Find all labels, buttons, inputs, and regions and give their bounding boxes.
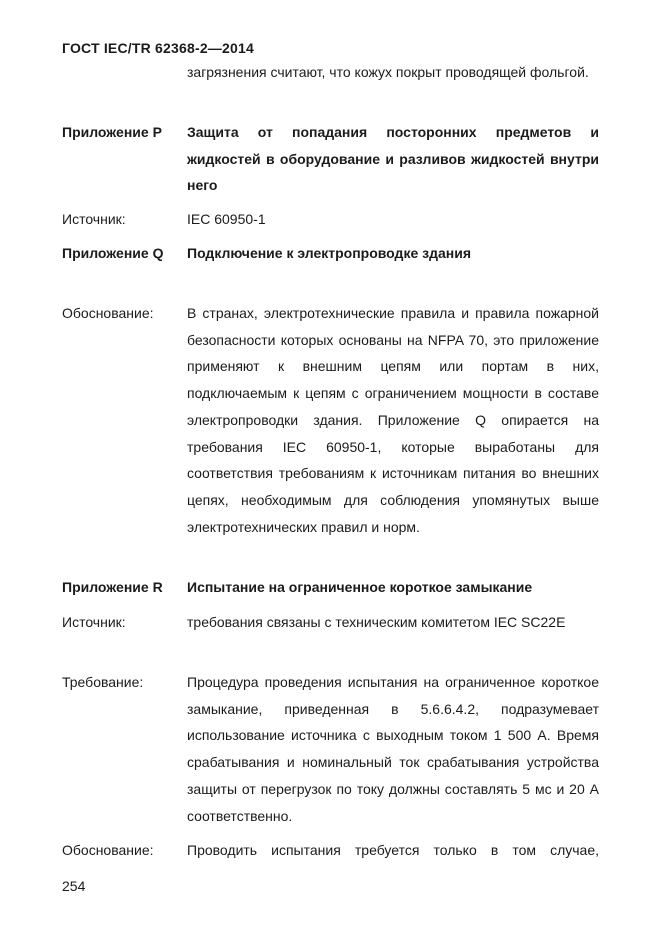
annex-q-label: Приложение Q [62,245,164,261]
requirement-r-label: Требование: [62,674,144,690]
page-number: 254 [62,878,86,894]
annex-p-title: Защита от попадания посторонних предметов и жидкостей в оборудование и разливов жидкостей внутри него [187,124,599,194]
annex-r-label: Приложение R [62,579,163,595]
annex-q-title: Подключение к электропроводке здания [187,245,471,261]
rationale-r-label: Обоснование: [62,842,154,858]
continuation-text: загрязнения считают, что кожух покрыт проводящей фольгой. [187,64,589,80]
source-p-label: Источник: [62,211,126,227]
annex-r-title: Испытание на ограниченное короткое замыкание [187,579,533,595]
rationale-r-text: Проводить испытания требуется только в том случае, [187,842,599,858]
annex-p-label: Приложение P [62,124,162,140]
source-r-text: требования связаны с техническим комитетом IEC SC22E [187,614,566,630]
source-p-text: IEC 60950-1 [187,211,266,227]
rationale-q-text: В странах, электротехнические правила и правила пожарной безопасности которых основаны на NFPA 70, это приложение применяют к внешним цепям или портам в них, подключаемым к цепям с ограничением мощности в составе электропроводки здания. Приложение Q опирается на требования IEC 60950-1, которые выработаны для соответствия требованиям к источникам питания во внешних цепях, необходимым для соблюдения упомянутых выше электротехнических правил и норм. [187,305,599,535]
source-r-label: Источник: [62,614,126,630]
rationale-q-label: Обоснование: [62,305,154,321]
document-header: ГОСТ IEC/TR 62368-2—2014 [62,40,254,56]
requirement-r-text: Процедура проведения испытания на ограниченное короткое замыкание, приведенная в 5.6.6.4.2, подразумевает использование источника с выходным током 1 500 А. Время срабатывания и номинальный ток срабатывания устройства защиты от перегрузок по току должны составлять 5 мс и 20 А соответственно. [187,674,599,824]
